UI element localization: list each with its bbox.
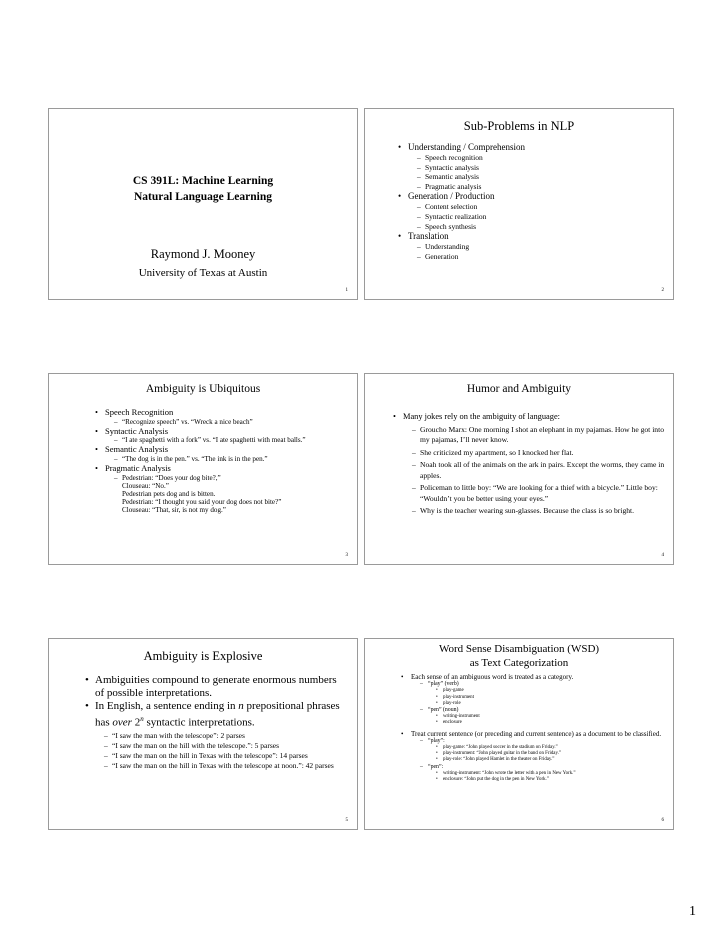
slide-body <box>95 407 349 514</box>
sub-bullet: – Generation <box>417 252 663 262</box>
sense-item: • enclosure <box>436 720 665 726</box>
sub-bullet: – Groucho Marx: One morning I shot an elephant in my pajamas. How he got into my pajamas, I’ll never know. <box>412 425 665 446</box>
bullet <box>398 142 663 191</box>
slide-number: 6 <box>661 818 664 823</box>
sub-bullet: – “I saw the man on the hill with the telescope.”: 5 parses <box>104 741 347 750</box>
sub-bullet-text: “pen” (noun) <box>428 707 459 714</box>
sub-bullet: – Pragmatic analysis <box>417 182 663 192</box>
slide-number: 5 <box>345 818 348 823</box>
bullet-text: Speech Recognition <box>105 407 174 417</box>
example-item: • writing-instrument: “John wrote the letter with a pen in New York.” <box>436 771 665 777</box>
title-line: CS 391L: Machine Learning <box>132 175 274 187</box>
title-line: Natural Language Learning <box>133 191 272 203</box>
sub-bullet: – “The dog is in the pen.” vs. “The ink is in the pen.” <box>114 455 349 463</box>
sub-bullet <box>420 707 665 727</box>
sub-bullet-dialogue: – Pedestrian: “Does your dog bite?,” Clouseau: “No.” Pedestrian pets dog and is bitten. Pedestrian: “I thought you said your dog does not bite?” Clouseau: “That, sir, is not my dog.” <box>114 474 349 514</box>
bullet-text: Understanding / Comprehension <box>408 142 525 152</box>
sub-bullet: – Understanding <box>417 242 663 252</box>
slide-number: 3 <box>345 553 348 558</box>
bullet-text: Generation / Production <box>408 191 495 202</box>
emphasis: over <box>112 716 132 729</box>
bullet <box>398 191 663 231</box>
slide-number: 1 <box>345 288 348 293</box>
sub-bullet: – She criticized my apartment, so I knocked her flat. <box>412 448 665 459</box>
example-item: • play-instrument: “John played guitar in the band on Friday.” <box>436 751 665 757</box>
sense-item: • play-game <box>436 688 665 694</box>
bullet <box>95 444 349 463</box>
slide-6 <box>364 638 674 830</box>
bullet: • Ambiguities compound to generate enormous numbers of possible interpretations. <box>85 674 347 700</box>
sub-bullet: – Syntactic analysis <box>417 163 663 173</box>
slide-2 <box>364 108 674 300</box>
sense-item: • play-role <box>436 701 665 707</box>
slide-title: Humor and Ambiguity <box>466 383 572 395</box>
title-line: as Text Categorization <box>469 657 569 669</box>
sub-bullet <box>420 764 665 784</box>
sub-bullet: – Noah took all of the animals on the ark in pairs. Except the worms, they came in apples. <box>412 460 665 481</box>
slide-title: Ambiguity is Explosive <box>143 649 263 663</box>
bullet <box>95 407 349 426</box>
bullet <box>95 426 349 445</box>
sub-bullet: – Speech recognition <box>417 153 663 163</box>
slide-1 <box>48 108 358 300</box>
sub-bullet-text: “play” (verb) <box>428 681 459 688</box>
bullet-text: prepositional phrases has <box>95 700 340 729</box>
slide-title <box>365 642 673 670</box>
example-item: • enclosure: “John put the dog in the pen in New York.” <box>436 777 665 783</box>
sub-bullet: – “I saw the man on the hill in Texas with the telescope at noon.”: 42 parses <box>104 761 347 770</box>
sub-bullet-text: “play”: <box>428 737 445 744</box>
sub-bullet: – Speech synthesis <box>417 222 663 232</box>
sub-bullet <box>420 681 665 707</box>
sub-bullet: – Syntactic realization <box>417 212 663 222</box>
bullet <box>398 231 663 261</box>
author-affiliation: University of Texas at Austin <box>138 267 268 279</box>
math-variable: n <box>238 700 244 712</box>
sub-bullet: – Policeman to little boy: “We are looking for a thief with a bicycle.” Little boy: “Wouldn’t you be better using your eyes.” <box>412 483 665 504</box>
math-base: 2 <box>131 716 141 729</box>
sub-bullet: – Content selection <box>417 202 663 212</box>
bullet-text: Pragmatic Analysis <box>105 463 171 474</box>
bullet-text: Each sense of an ambiguous word is treated as a category. <box>411 673 574 681</box>
sub-bullet: – “Recognize speech” vs. “Wreck a nice beach” <box>114 418 349 426</box>
sub-bullet: – Why is the teacher wearing sun-glasses. Because the class is so bright. <box>412 506 665 517</box>
slide-title: Ambiguity is Ubiquitous <box>145 383 261 395</box>
slide-body <box>85 674 347 770</box>
slide-body <box>393 412 665 517</box>
bullet-text: Syntactic Analysis <box>105 425 169 436</box>
example-item: • play-game: “John played soccer in the stadium on Friday.” <box>436 745 665 751</box>
sub-bullet: – Semantic analysis <box>417 172 663 182</box>
slide-number: 2 <box>661 288 664 293</box>
bullet-text: Treat current sentence (or preceding and current sentence) as a document to be classified. <box>411 729 662 738</box>
sub-bullet: – “I ate spaghetti with a fork” vs. “I ate spaghetti with meat balls.” <box>114 436 349 444</box>
slide-5 <box>48 638 358 830</box>
bullet <box>85 700 347 770</box>
author-name: Raymond J. Mooney <box>150 247 256 261</box>
bullet <box>393 412 665 517</box>
sub-bullet: – “I saw the man on the hill in Texas with the telescope”: 14 parses <box>104 751 347 760</box>
bullet <box>401 730 665 784</box>
page-number: 1 <box>689 904 696 919</box>
bullet-text: Semantic Analysis <box>105 444 169 455</box>
bullet-text: In English, a sentence ending in <box>95 700 239 712</box>
slide-4 <box>364 373 674 565</box>
slide-number: 4 <box>661 553 664 558</box>
bullet-text: Many jokes rely on the ambiguity of language: <box>403 412 560 421</box>
sub-bullet: – “I saw the man with the telescope”: 2 parses <box>104 731 347 740</box>
sense-item: • play-instrument <box>436 695 665 701</box>
math-exponent: n <box>140 715 144 723</box>
bullet <box>401 673 665 727</box>
sense-item: • writing-instrument <box>436 714 665 720</box>
sub-bullet-text: “pen”: <box>428 763 444 770</box>
slide-body <box>401 673 665 783</box>
title-line: Word Sense Disambiguation (WSD) <box>438 643 600 655</box>
slide-body <box>398 142 663 261</box>
example-item: • play-role: “John played Hamlet in the theater on Friday.” <box>436 757 665 763</box>
slide-3 <box>48 373 358 565</box>
slide-title: Sub-Problems in NLP <box>463 119 575 133</box>
bullet <box>95 463 349 514</box>
bullet-text: Translation <box>408 231 449 242</box>
sub-bullet <box>420 738 665 764</box>
slide-title <box>49 173 357 205</box>
bullet-text: syntactic interpretations. <box>143 716 255 729</box>
